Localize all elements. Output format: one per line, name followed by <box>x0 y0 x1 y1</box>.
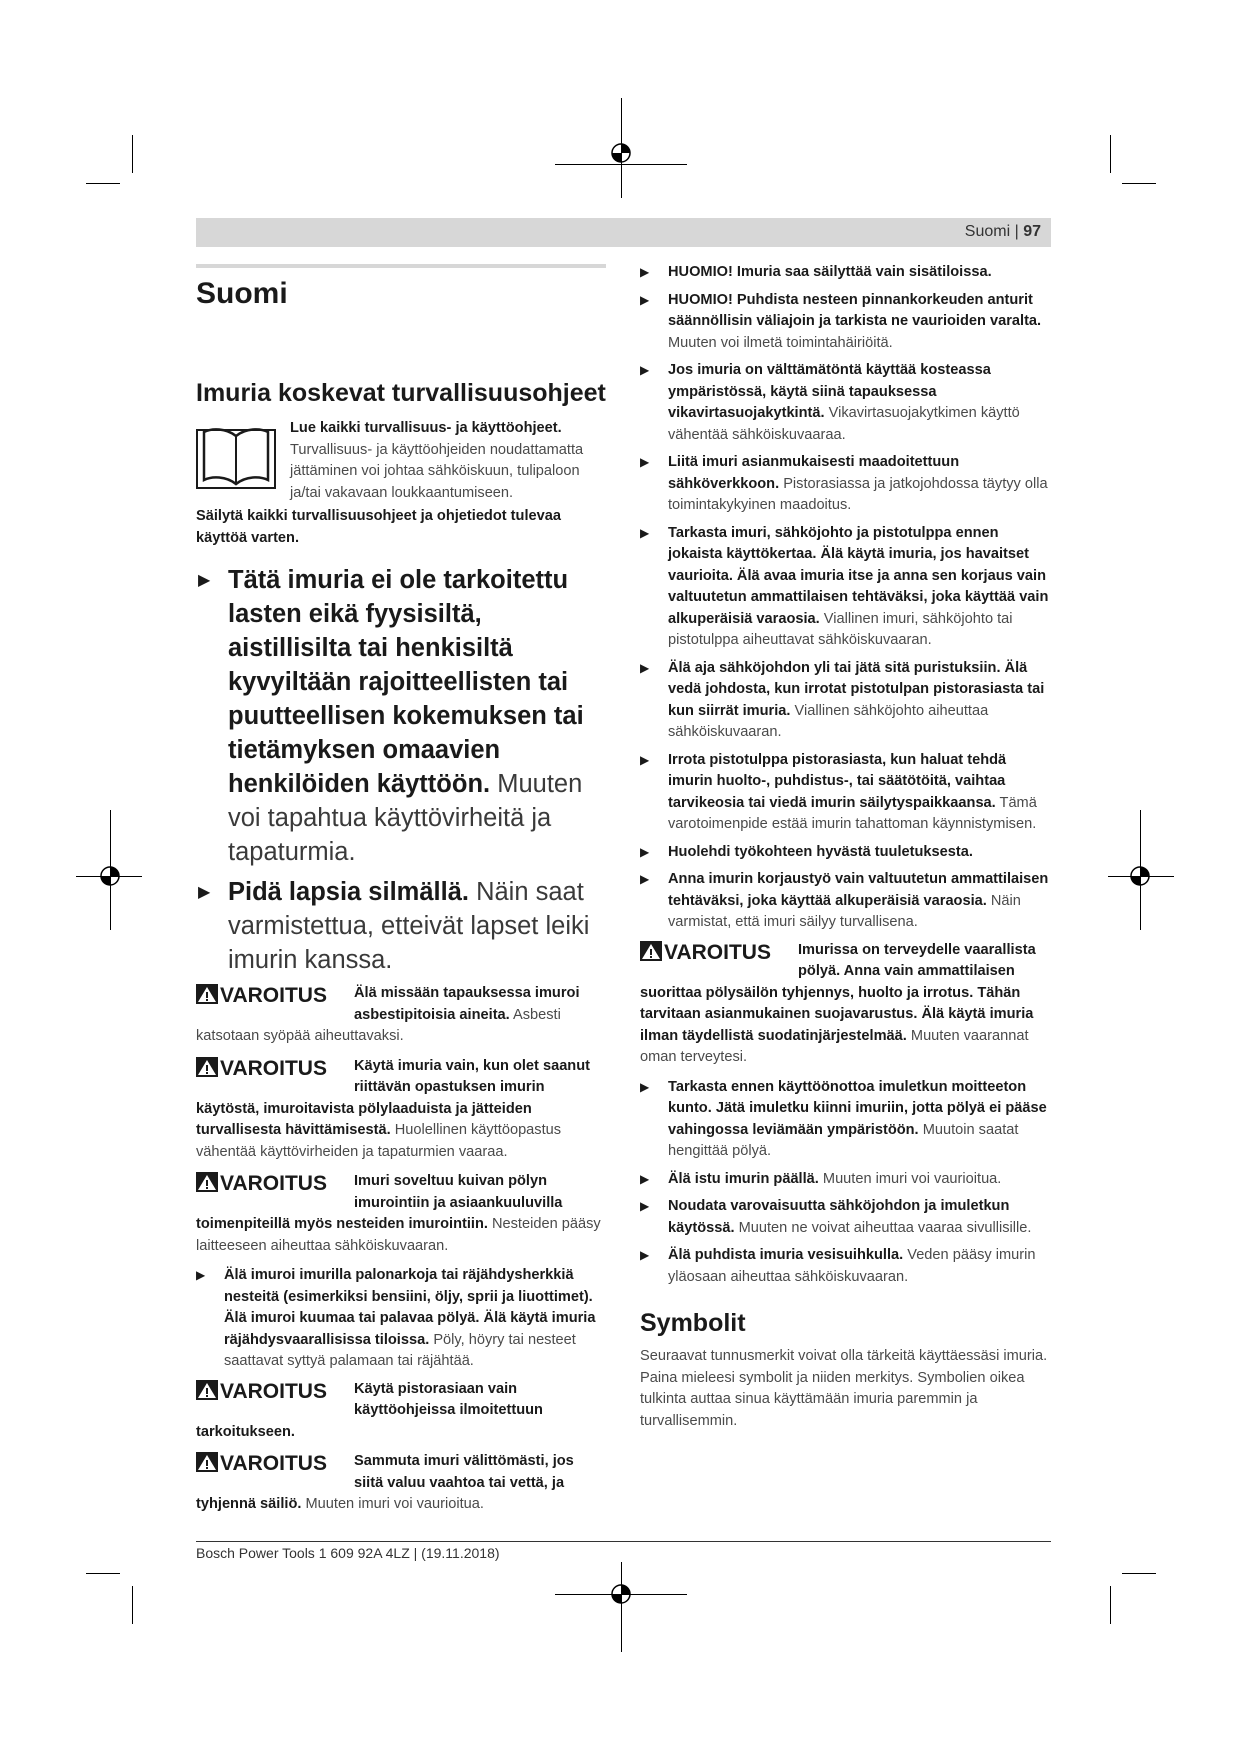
warning-triangle-icon <box>196 1380 218 1400</box>
right-bullet-0 <box>640 262 1054 284</box>
warning-4 <box>196 1451 606 1516</box>
bullet-bold: Liitä imuri asianmukaisesti maadoitettuun sähköverkkoon. <box>668 454 960 492</box>
triangle-bullet-icon: ▶ <box>640 292 650 307</box>
warning-triangle-icon <box>196 984 218 1004</box>
warning-0 <box>196 983 606 1048</box>
triangle-bullet-icon: ▶ <box>196 1268 206 1282</box>
bullet-bold: Huolehdi työkohteen hyvästä tuuletuksesta. <box>668 843 973 860</box>
symbols-heading: Symbolit <box>640 1309 746 1337</box>
page-title: Suomi <box>196 277 288 310</box>
bullet-bold: Älä istu imurin päällä. <box>668 1170 819 1187</box>
bullet-bold: Älä puhdista imuria vesisuihkulla. <box>668 1247 904 1263</box>
triangle-bullet-icon: ▶ <box>640 1079 650 1094</box>
book-icon <box>196 424 276 490</box>
section-heading: Imuria koskevat turvallisuusohjeet <box>196 379 606 407</box>
bullet-bold: Älä imuroi imurilla palonarkoja tai räjähdysherkkiä nesteitä (esimerkiksi bensiini, öljy, sprii ja liuottimet). Älä imuroi kuumaa tai palavaa pölyä. Älä käytä imuria räjähdysvaarallisissa tiloissa. <box>224 1267 596 1348</box>
right-bullet-3 <box>640 452 1054 517</box>
big-item-bold: Tätä imuria ei ole tarkoitettu lasten eikä fyysisiltä, aistillisilta tai henkisiltä kyvyiltään rajoitteellisten tai puutteellisen kokemuksen tai tietämyksen omaavien henkilöiden käyttöön. <box>228 566 584 798</box>
warning-bold: Sammuta imuri välittömästi, jos siitä valuu vaahtoa tai vettä, ja tyhjennä säiliö. <box>196 1453 574 1512</box>
warning-1 <box>196 1056 606 1164</box>
warning-triangle-icon <box>196 1172 218 1192</box>
right-bullet-10 <box>640 1169 1054 1191</box>
right-bullet-6 <box>640 750 1054 836</box>
registration-target-icon <box>1129 865 1151 887</box>
bullet-bold: Tarkasta ennen käyttöönottoa imuletkun moitteeton kunto. Jätä imuletku kiinni imuriin, jotta pölyä ei pääse vahingossa leviämään ympäristöön. <box>668 1078 1047 1138</box>
triangle-bullet-icon: ▶ <box>640 844 650 859</box>
right-bullet-5 <box>640 658 1054 744</box>
warning-label-text: VAROITUS <box>220 1379 327 1403</box>
left-column <box>196 272 606 1524</box>
registration-target-icon <box>610 142 632 164</box>
warning-label-text: VAROITUS <box>220 1172 327 1195</box>
big-item-0 <box>196 563 606 869</box>
big-item-1 <box>196 875 606 977</box>
footer-rule <box>196 1541 1051 1542</box>
warning-label <box>196 1379 354 1419</box>
warning-bold: Imurissa on terveydelle vaarallista pölyä. Anna vain ammattilaisen suorittaa pölysäilön tyhjennys, huolto ja irrotus. Tähän tarvitaan asianmukainen suojavarustus. Älä käytä imuria ilman täydellistä suodatinjärjestelmää. <box>640 941 1036 1044</box>
bullet-text: Muuten ne voivat aiheuttaa vaaraa sivullisille. <box>738 1219 1032 1236</box>
warning-label-text: VAROITUS <box>220 1056 327 1080</box>
bullet-text: Muuten imuri voi vaurioitua. <box>822 1170 1002 1187</box>
triangle-bullet-icon: ▶ <box>640 872 650 886</box>
warning-label-text: VAROITUS <box>664 940 771 964</box>
bullet-text: Vikavirtasuojakytkimen käyttö vähentää sähköiskuvaaraa. <box>668 405 1020 443</box>
triangle-bullet-icon: ▶ <box>640 525 650 540</box>
right-column <box>640 262 1054 1432</box>
right-bullet-7 <box>640 842 1054 864</box>
right-bullet-9 <box>640 1077 1054 1163</box>
bullet-bold: HUOMIO! Puhdista nesteen pinnankorkeuden anturit säännöllisin väliajoin ja tarkista ne vaurioiden varalta. <box>668 291 1042 329</box>
right-bullet-2 <box>640 360 1054 446</box>
bullet-bold: Jos imuria on välttämätöntä käyttää kosteassa ympäristössä, käytä siinä tapauksessa vikavirtasuojakytkintä. <box>668 362 991 421</box>
warning-label <box>196 1451 354 1491</box>
warning-text: Muuten vaarannat oman terveytesi. <box>640 1027 1029 1065</box>
warning-label <box>196 983 354 1023</box>
bullet-bold: Anna imurin korjaustyö vain valtuutetun ammattilaisen tehtäväksi, joka käyttää alkuperäisiä varaosia. <box>668 871 1049 909</box>
right-bullet-8 <box>640 869 1054 934</box>
intro-body: Turvallisuus- ja käyttöohjeiden noudattamatta jättäminen voi johtaa sähköiskuun, tulipaloon ja/tai vakavaan loukkaantumiseen. <box>290 441 584 501</box>
bullet-text: Muuten voi ilmetä toimintahäiriöitä. <box>668 334 893 351</box>
bullet-text: Tämä varotoimenpide estää imurin tahattoman käynnistymisen. <box>668 794 1037 832</box>
triangle-bullet-icon: ▶ <box>640 265 650 279</box>
page-number: 97 <box>1023 223 1041 240</box>
warning-triangle-icon <box>640 941 662 961</box>
warning-triangle-icon <box>196 1057 218 1077</box>
header-label: Suomi | 97 <box>964 223 1041 240</box>
triangle-bullet-icon: ▶ <box>640 363 650 377</box>
left-bullet <box>196 1265 606 1373</box>
warning-bold: Älä missään tapauksessa imuroi asbestipitoisia aineita. <box>354 985 580 1023</box>
bullet-text: Pöly, höyry tai nesteet saattavat syttyä palamaan tai räjähtää. <box>224 1331 576 1369</box>
warning-label <box>196 1171 354 1211</box>
big-item-text: Näin saat varmistettua, etteivät lapset leiki imurin kanssa. <box>228 878 590 974</box>
triangle-bullet-icon: ▶ <box>640 455 650 469</box>
triangle-bullet-icon: ▶ <box>198 572 211 589</box>
triangle-bullet-icon: ▶ <box>640 1199 650 1213</box>
warning-label <box>640 940 798 980</box>
warning-3 <box>196 1379 606 1444</box>
bullet-bold: HUOMIO! Imuria saa säilyttää vain sisätiloissa. <box>668 264 992 280</box>
triangle-bullet-icon: ▶ <box>640 752 650 767</box>
intro-bold: Lue kaikki turvallisuus- ja käyttöohjeet. <box>290 420 562 436</box>
bullet-bold: Älä aja sähköjohdon yli tai jätä sitä puristuksiin. Älä vedä johdosta, kun irrotat pistotulpan pistorasiasta tai kun siirrät imuria. <box>668 659 1045 719</box>
bullet-text: Viallinen sähköjohto aiheuttaa sähköiskuvaaran. <box>668 702 989 740</box>
bullet-text: Veden pääsy imurin yläosaan aiheuttaa sähköiskuvaaran. <box>668 1247 1036 1285</box>
big-item-bold: Pidä lapsia silmällä. <box>228 878 469 906</box>
right-warning <box>640 940 1054 1069</box>
right-bullet-1 <box>640 290 1054 355</box>
warning-label-text: VAROITUS <box>220 1452 327 1475</box>
bullet-bold: Noudata varovaisuutta sähköjohdon ja imuletkun käytössä. <box>668 1198 1010 1236</box>
bullet-text: Muutoin saatat hengittää pölyä. <box>668 1121 1019 1159</box>
warning-text: Asbesti katsotaan syöpää aiheuttavaksi. <box>196 1006 561 1044</box>
bullet-text: Viallinen imuri, sähköjohto tai pistotulppa aiheuttavat sähköiskuvaaran. <box>668 610 1013 648</box>
warning-text: Nesteiden pääsy laitteeseen aiheuttaa sähköiskuvaaran. <box>196 1216 601 1254</box>
registration-target-icon <box>99 865 121 887</box>
warning-bold: Käytä pistorasiaan vain käyttöohjeissa ilmoitettuun tarkoitukseen. <box>196 1380 543 1440</box>
warning-text: Huolellinen käyttöopastus vähentää käyttövirheiden ja tapaturmien vaaraa. <box>196 1122 562 1160</box>
warning-text: Muuten imuri voi vaurioitua. <box>305 1496 484 1512</box>
warning-label <box>196 1056 354 1096</box>
warning-label-text: VAROITUS <box>220 984 327 1007</box>
bullet-text: Näin varmistat, että imuri säilyy turvallisena. <box>668 892 1021 930</box>
intro-block <box>196 418 606 504</box>
right-bullet-4 <box>640 523 1054 652</box>
header-section: Suomi <box>964 223 1011 240</box>
bullet-bold: Irrota pistotulppa pistorasiasta, kun haluat tehdä imurin huolto-, puhdistus-, tai säätötöitä, vaihtaa tarvikeosia tai viedä imurin säilytyspaikkaansa. <box>668 751 1007 811</box>
right-bullet-11 <box>640 1196 1054 1239</box>
intro-text <box>290 418 606 504</box>
triangle-bullet-icon: ▶ <box>640 660 650 675</box>
bullet-bold: Tarkasta imuri, sähköjohto ja pistotulppa ennen jokaista käyttökertaa. Älä käytä imuria, jos havaitset vaurioita. Älä avaa imuria itse ja anna sen korjaus vain valtuutetun ammattilaisen tehtäväksi, joka käyttää vain alkuperäisiä varaosia. <box>668 524 1049 627</box>
bullet-text: Pistorasiassa ja jatkojohdossa täytyy olla toimintakykyinen maadoitus. <box>668 475 1048 513</box>
warning-bold: Käytä imuria vain, kun olet saanut riittävän opastuksen imurin käytöstä, imuroitavista pölylaaduista ja jätteiden turvallisesta hävittämisestä. <box>196 1057 591 1138</box>
registration-target-icon <box>610 1583 632 1605</box>
symbols-text: Seuraavat tunnusmerkit voivat olla tärkeitä käyttäessäsi imuria. Paina mieleesi symbolit ja niiden merkitys. Symbolien oikea tulkinta auttaa sinua käyttämään imuria paremmin ja turvallisemmin. <box>640 1348 1048 1429</box>
title-rule <box>196 264 606 268</box>
triangle-bullet-icon: ▶ <box>640 1171 650 1186</box>
keep-note: Säilytä kaikki turvallisuusohjeet ja ohjetiedot tulevaa käyttöä varten. <box>196 508 561 546</box>
triangle-bullet-icon: ▶ <box>640 1248 650 1262</box>
page-footer: Bosch Power Tools 1 609 92A 4LZ | (19.11.2018) <box>196 1545 500 1561</box>
page-header <box>196 218 1051 247</box>
warning-triangle-icon <box>196 1452 218 1472</box>
triangle-bullet-icon: ▶ <box>198 884 211 901</box>
warning-2 <box>196 1171 606 1257</box>
warning-bold: Imuri soveltuu kuivan pölyn imurointiin ja asiaankuuluvilla toimenpiteillä myös nesteiden imurointiin. <box>196 1173 563 1232</box>
big-item-text: Muuten voi tapahtua käyttövirheitä ja tapaturmia. <box>228 770 583 866</box>
right-bullet-12 <box>640 1245 1054 1288</box>
